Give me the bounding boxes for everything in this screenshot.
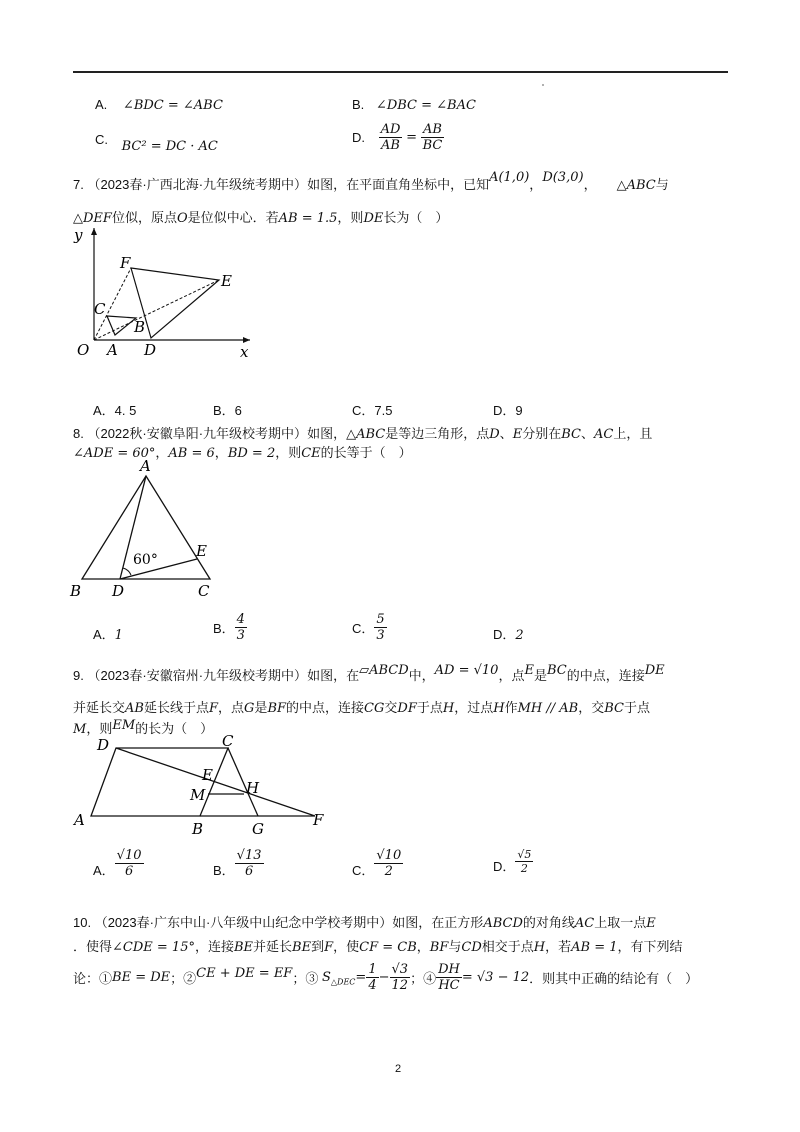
option-label: C. <box>95 132 108 147</box>
equals-sign: = <box>406 130 417 145</box>
q9-option-b: B． $\frac{√13}{6}$ <box>213 848 262 879</box>
label-a: A <box>74 811 85 829</box>
q7-option-c: C．7.5 <box>352 403 393 418</box>
label-d: D <box>97 736 110 754</box>
fraction: $\frac{√5}{2}$ <box>517 848 532 875</box>
q8-text-line2: ∠ADE = 60°，AB = 6，BD = 2，则CE的长等于（ ） <box>73 445 412 461</box>
segment-df <box>116 748 315 816</box>
fraction: $\frac{√10}{2}$ <box>376 848 402 879</box>
q7-figure <box>70 222 270 357</box>
q7-option-d: D．9 <box>493 403 523 418</box>
fraction: $\frac{1}{4}$ <box>368 962 377 993</box>
q9-option-c: C． $\frac{√10}{2}$ <box>352 848 402 879</box>
label-m: M <box>190 786 206 804</box>
coord-a: A(1,0) <box>489 170 530 185</box>
option-label: B. <box>352 97 365 112</box>
label-e: E <box>202 766 213 784</box>
fraction: $\frac{√10}{6}$ <box>116 848 142 879</box>
triangle-abc <box>107 316 136 335</box>
q8-option-a: A．1 <box>93 627 123 643</box>
option-label: A. <box>95 97 108 112</box>
label-c: C <box>94 300 106 318</box>
question-number: 8. <box>73 426 84 441</box>
q10-text-line1: 10. （2023春·广东中山·八年级中山纪念中学校考期中）如图，在正方形ABCD的对角线AC上取一点E <box>73 915 656 931</box>
dashed-o-e <box>94 280 219 340</box>
q9-figure <box>70 733 340 838</box>
q8-option-c: C． $\frac{5}{3}$ <box>352 612 385 643</box>
angle-arc <box>123 568 131 575</box>
label-b: B <box>134 318 146 336</box>
label-o: O <box>77 341 90 357</box>
q7-text-line2: △DEF位似，原点O是位似中心．若AB = 1.5，则DE长为（ ） <box>73 210 449 226</box>
question-number: 9. <box>73 668 84 683</box>
q6-option-c <box>95 132 218 154</box>
fraction: $\frac{AB}{BC}$ <box>422 122 443 153</box>
q9-text-line2: 并延长交AB延长线于点F，点G是BF的中点，连接CG交DF于点H，过点H作MH // AB，交BC于点 <box>73 700 650 716</box>
header-rule <box>73 71 728 73</box>
q6-option-d <box>352 122 444 153</box>
y-axis-arrow <box>91 228 97 235</box>
option-label: D. <box>352 130 365 145</box>
fraction: $\frac{5}{3}$ <box>376 612 385 643</box>
label-d: D <box>112 582 125 600</box>
label-y: y <box>74 226 83 244</box>
area-formula: $S_{\triangle DEC}=$ <box>321 969 367 987</box>
label-f: F <box>120 254 131 272</box>
question-source: （2022秋·安徽阜阳·九年级校考期中） <box>87 426 308 441</box>
fraction: $\frac{DH}{HC}$ <box>438 962 460 993</box>
page-number: 2 <box>395 1063 402 1075</box>
q9-text-line3: M，则EM的长为（ ） <box>73 718 214 737</box>
label-f: F <box>313 811 324 829</box>
fraction: $\frac{√13}{6}$ <box>236 848 262 879</box>
q7-text-line1: 7. （2023春·广西北海·九年级统考期中）如图，在平面直角坐标中，已知A(1,0)，D(3,0)， △ABC与 <box>73 170 669 193</box>
q10-text-line3: 论：①BE = DE；②CE + DE = EF；③ $S_{\triangle DEC}=$ $\frac{1}{4}$ − $\frac{√3}{12}$ ；④ $\frac{DH}{HC}$ = √3 − 12．则其中正确的结论有（ ） <box>73 962 699 993</box>
question-number: 10. <box>73 915 92 930</box>
q8-option-b: B． $\frac{4}{3}$ <box>213 612 245 643</box>
fraction: $\frac{AD}{AB}$ <box>380 122 401 153</box>
label-h: H <box>246 779 260 797</box>
label-b: B <box>192 820 204 838</box>
q8-option-d: D．2 <box>493 627 524 643</box>
q6-option-b <box>352 97 476 113</box>
question-source: （2023春·广西北海·九年级统考期中） <box>87 177 308 192</box>
label-a: A <box>140 457 151 475</box>
label-c: C <box>198 582 210 600</box>
option-text: ∠BDC = ∠ABC <box>122 98 223 113</box>
q9-option-d: D． $\frac{√5}{2}$ <box>493 848 532 875</box>
question-number: 7. <box>73 177 84 192</box>
q9-option-a: A． $\frac{√10}{6}$ <box>93 848 142 879</box>
label-a: A <box>107 341 118 357</box>
scan-dot <box>542 84 544 86</box>
label-g: G <box>252 820 264 838</box>
label-e: E <box>221 272 232 290</box>
fraction: $\frac{4}{3}$ <box>236 612 245 643</box>
coord-d: D(3,0) <box>542 170 584 185</box>
fraction: $\frac{√3}{12}$ <box>391 962 409 993</box>
question-source: （2023春·广东中山·八年级中山纪念中学校考期中） <box>94 915 393 930</box>
option-text: ∠DBC = ∠BAC <box>375 98 476 113</box>
q7-option-b: B．6 <box>213 403 242 418</box>
segment-de <box>120 559 197 579</box>
label-c: C <box>222 733 234 750</box>
label-b: B <box>70 582 82 600</box>
q8-figure <box>68 456 228 601</box>
question-source: （2023春·安徽宿州·九年级校考期中） <box>87 668 308 683</box>
q8-text-line1: 8. （2022秋·安徽阜阳·九年级校考期中）如图，△ABC是等边三角形，点D、E分别在BC、AC上，且 <box>73 426 653 442</box>
option-text: BC² = DC · AC <box>121 139 218 154</box>
q10-text-line2: ．使得∠CDE = 15°，连接BE并延长BE到F，使CF = CB，BF与CD相交于点H，若AB = 1，有下列结 <box>73 939 683 955</box>
q9-text-line1: 9. （2023春·安徽宿州·九年级校考期中）如图，在▱ABCD中，AD = √10，点E是BC的中点，连接DE <box>73 663 665 683</box>
label-angle: 60° <box>133 552 158 568</box>
label-x: x <box>240 343 249 357</box>
label-d: D <box>144 341 157 357</box>
label-e: E <box>196 542 207 560</box>
q7-option-a: A．4. 5 <box>93 403 137 418</box>
q6-option-a <box>95 97 223 113</box>
